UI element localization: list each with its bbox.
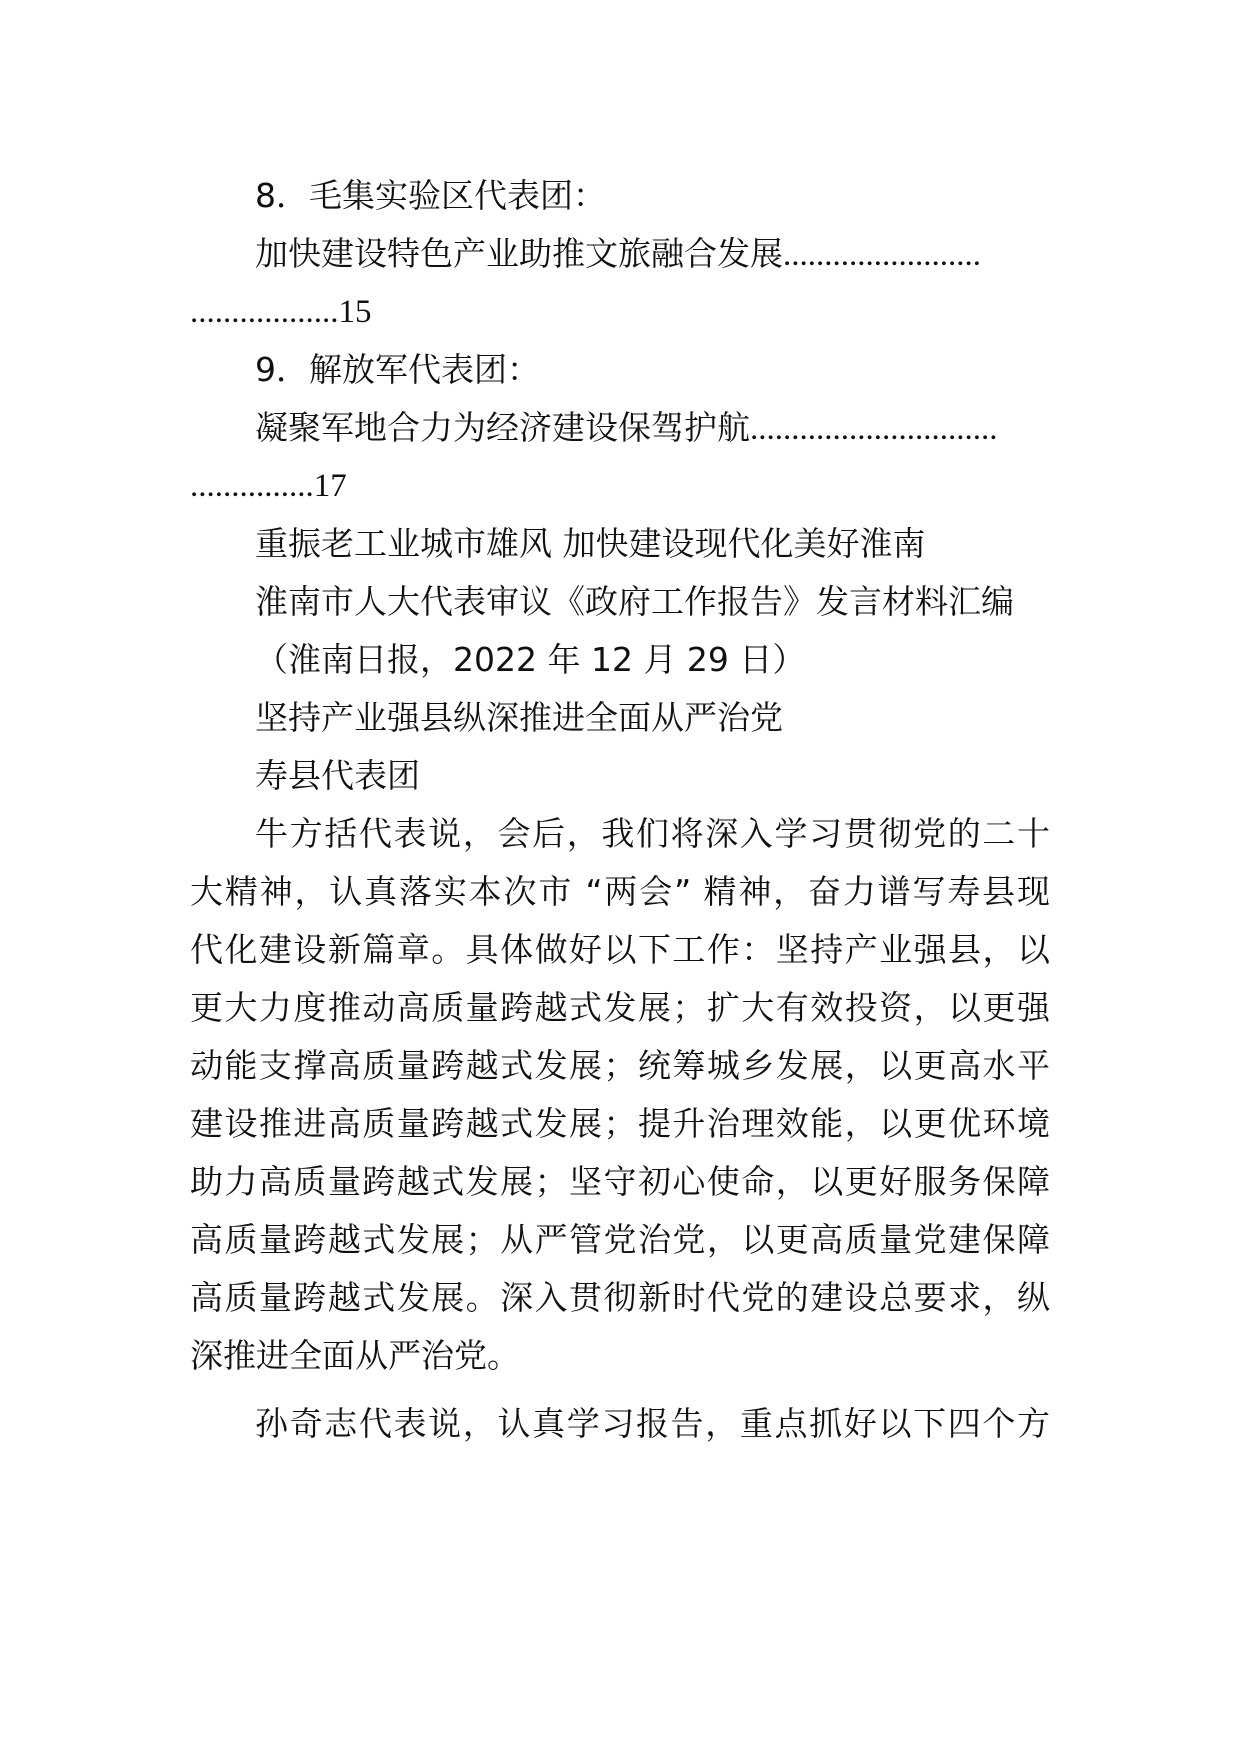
delegation-name: 寿县代表团 <box>255 756 420 795</box>
toc-item-8-heading: 8．毛集实验区代表团： <box>255 176 606 215</box>
toc-item-9-entry <box>255 408 1050 449</box>
toc-item-8-entry <box>255 234 1050 275</box>
toc-item-9-leader-cont: ............... <box>190 468 314 504</box>
paragraph-1-line: 牛方括代表说，会后，我们将深入学习贯彻党的二十 <box>255 814 1050 853</box>
article-subtitle: 淮南市人大代表审议《政府工作报告》发言材料汇编 <box>255 582 1014 621</box>
paragraph-1-line: 建设推进高质量跨越式发展；提升治理效能，以更优环境 <box>190 1104 1050 1143</box>
paragraph-1-line: 助力高质量跨越式发展；坚守初心使命，以更好服务保障 <box>190 1162 1050 1201</box>
paragraph-1-line: 动能支撑高质量跨越式发展；统筹城乡发展，以更高水平 <box>190 1046 1050 1085</box>
paragraph-1-line: 高质量跨越式发展；从严管党治党，以更高质量党建保障 <box>190 1220 1050 1259</box>
paragraph-2-line: 孙奇志代表说，认真学习报告，重点抓好以下四个方 <box>255 1404 1050 1443</box>
toc-item-9-page-number: 17 <box>313 468 347 504</box>
article-title: 重振老工业城市雄风 加快建设现代化美好淮南 <box>255 524 926 563</box>
toc-item-9-heading: 9．解放军代表团： <box>255 350 540 389</box>
toc-item-8-title: 加快建设特色产业助推文旅融合发展 <box>255 234 783 273</box>
section-title: 坚持产业强县纵深推进全面从严治党 <box>255 698 783 737</box>
toc-item-8-leader: ........................ <box>783 237 981 273</box>
paragraph-1-line: 大精神，认真落实本次市 “两会” 精神，奋力谱写寿县现 <box>190 872 1050 911</box>
toc-item-8-leader-cont: .................. <box>190 294 339 330</box>
paragraph-1-line: 更大力度推动高质量跨越式发展；扩大有效投资，以更强 <box>190 988 1050 1027</box>
toc-item-8-page-line <box>190 292 1050 332</box>
toc-item-9-title: 凝聚军地合力为经济建设保驾护航 <box>255 408 750 447</box>
toc-item-9-page-line <box>190 466 1050 506</box>
article-source: （淮南日报，2022 年 12 月 29 日） <box>255 640 806 679</box>
paragraph-1-line: 深推进全面从严治党。 <box>190 1336 520 1375</box>
paragraph-1-line: 高质量跨越式发展。深入贯彻新时代党的建设总要求，纵 <box>190 1278 1050 1317</box>
paragraph-1-line: 代化建设新篇章。具体做好以下工作：坚持产业强县，以 <box>190 930 1050 969</box>
toc-item-9-leader: .............................. <box>750 411 998 447</box>
toc-item-8-page-number: 15 <box>338 294 372 330</box>
